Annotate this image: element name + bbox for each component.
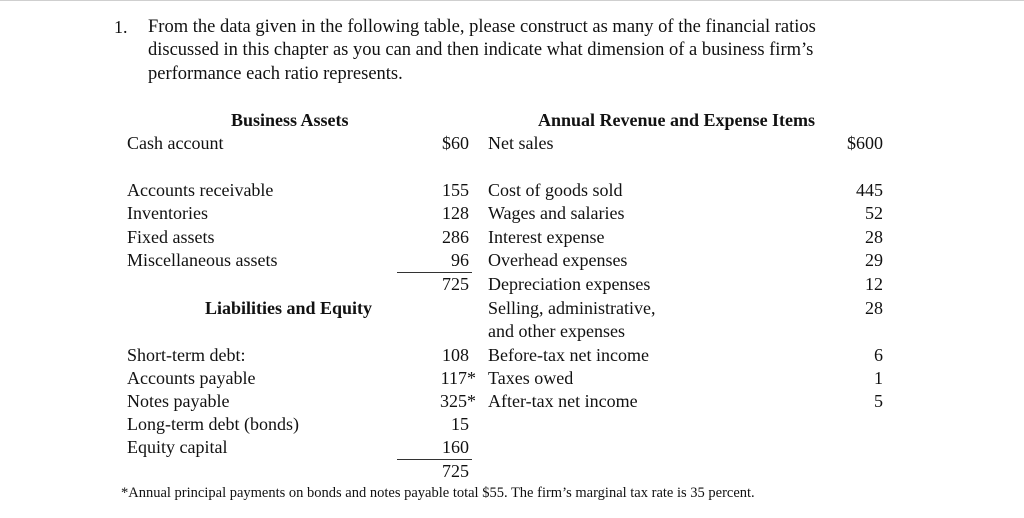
income-value: 12	[865, 274, 883, 294]
question-number: 1.	[114, 17, 128, 37]
asset-label: Inventories	[127, 203, 208, 223]
question-line-3: performance each ratio represents.	[148, 64, 403, 84]
income-label: Selling, administrative,	[488, 298, 656, 318]
liability-value: 15	[451, 414, 469, 434]
income-value: 28	[865, 227, 883, 247]
liabilities-total-rule	[397, 459, 472, 460]
liability-label: Notes payable	[127, 391, 230, 411]
income-label: Overhead expenses	[488, 250, 628, 270]
liability-label: Accounts payable	[127, 368, 256, 388]
income-value: 28	[865, 298, 883, 318]
asset-label: Fixed assets	[127, 227, 215, 247]
asset-value: 128	[442, 203, 469, 223]
assets-header: Business Assets	[231, 110, 349, 130]
liability-label: Long-term debt (bonds)	[127, 414, 299, 434]
asset-value: 96	[451, 250, 469, 270]
asset-value: 155	[442, 180, 469, 200]
top-border	[0, 0, 1024, 1]
income-header: Annual Revenue and Expense Items	[538, 110, 816, 130]
question-line-1: From the data given in the following table, please construct as many of the financial ratios	[148, 17, 816, 37]
income-label: Depreciation expenses	[488, 274, 651, 294]
income-label: Before-tax net income	[488, 345, 649, 365]
income-value: 5	[874, 391, 883, 411]
liability-label: Short-term debt:	[127, 345, 246, 365]
liability-value: 108	[442, 345, 469, 365]
income-value: $600	[847, 133, 883, 153]
income-label: Interest expense	[488, 227, 605, 247]
question-line-2: discussed in this chapter as you can and then indicate what dimension of a business firm’s	[148, 40, 814, 60]
income-label: Cost of goods sold	[488, 180, 623, 200]
income-label: Net sales	[488, 133, 554, 153]
income-label: Taxes owed	[488, 368, 574, 388]
income-value: 6	[874, 345, 883, 365]
income-value: 52	[865, 203, 883, 223]
income-label: and other expenses	[488, 321, 625, 341]
income-value: 29	[865, 250, 883, 270]
asset-label: Accounts receivable	[127, 180, 274, 200]
asset-label: Miscellaneous assets	[127, 250, 278, 270]
income-value: 445	[856, 180, 883, 200]
liability-label: Equity capital	[127, 437, 228, 457]
income-value: 1	[874, 368, 883, 388]
liability-value: 325*	[440, 391, 476, 411]
footnote: *Annual principal payments on bonds and notes payable total $55. The firm’s marginal tax rate is 35 percent.	[121, 485, 755, 501]
liabilities-total: 725	[442, 461, 469, 481]
liability-value: 160	[442, 437, 469, 457]
assets-total: 725	[442, 274, 469, 294]
asset-label: Cash account	[127, 133, 224, 153]
income-label: Wages and salaries	[488, 203, 625, 223]
assets-total-rule	[397, 272, 472, 273]
income-label: After-tax net income	[488, 391, 638, 411]
liability-value: 117*	[440, 368, 476, 388]
liabilities-header: Liabilities and Equity	[205, 298, 373, 318]
asset-value: $60	[442, 133, 469, 153]
asset-value: 286	[442, 227, 469, 247]
